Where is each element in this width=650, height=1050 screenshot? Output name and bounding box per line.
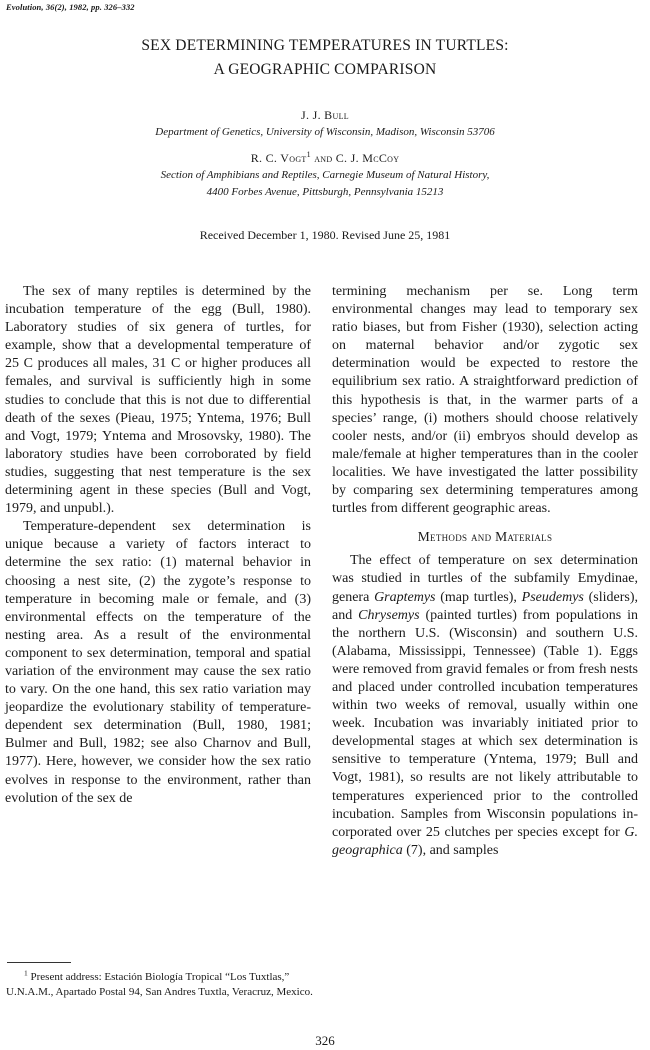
text-run: (painted turtles) from populations in the northern U.S. (Wisconsin) and southern U.S. (Alabama, Mississippi, Tennessee) (Table 1). Eggs were removed from gravid females or from fresh nests and placed under controlled incubation temperatures within two weeks of removal, usually within one week. Incubation was invariably initiated prior to developmental stages at which sex determination is sensitive to temperature (Yntema, 1979; Bull and Vogt, 1981), so results are not likely attributable to temperatures experienced prior to the controlled incubation. Samples from Wisconsin populations incorporated over 25 clutches per species except for bbox=[332, 607, 639, 840]
author-vogt: R. C. Vogt bbox=[250, 151, 307, 165]
affiliation-wisconsin: Department of Genetics, University of Wisconsin, Madison, Wisconsin 53706 bbox=[155, 126, 495, 138]
received-dates: Received December 1, 1980. Revised June 25, 1981 bbox=[199, 228, 451, 242]
author-mccoy: and C. J. McCoy bbox=[310, 151, 400, 165]
body-paragraph: The sex of many reptiles is determined by the incubation temperature of the egg (Bull, 1980). Laboratory studies of six genera of turtles, for example, show that a developmental temperature of 25 C produces all males, 31 C or higher produces all females, and survival is sufficiently high in some studies to conclude that this is not due to differential death of the sexes (Pieau, 1975; Yntema, 1976; Bull and Vogt, 1979; Yntema and Mrosovsky, 1980). The laboratory studies have been corroborated by field studies, suggesting that nest temperature is the sex determining agent in these species (Bull and Vogt, 1979, and unpubl.). bbox=[5, 284, 311, 517]
affiliation-carnegie-line-1: Section of Amphibians and Reptiles, Carnegie Museum of Natural History, bbox=[160, 169, 490, 181]
right-column bbox=[332, 283, 638, 860]
text-run: The effect of temperature on sex determination was studied in turtles of the subfamily Emydinae, genera bbox=[332, 553, 638, 605]
body-paragraph-methods bbox=[332, 552, 638, 860]
article-title-line-2: A GEOGRAPHIC COMPARISON bbox=[213, 61, 437, 78]
left-column bbox=[5, 283, 311, 808]
affiliation-carnegie-line-2: 4400 Forbes Avenue, Pittsburgh, Pennsylvania 15213 bbox=[206, 186, 444, 198]
authors-vogt-mccoy bbox=[0, 151, 650, 166]
section-heading-methods: Methods and Materials bbox=[417, 529, 553, 545]
genus-chrysemys: Chrysemys bbox=[358, 607, 420, 623]
author-bull: J. J. Bull bbox=[301, 108, 349, 122]
author-footnote-marker: 1 bbox=[306, 150, 311, 159]
page-number: 326 bbox=[315, 1033, 335, 1048]
text-run: (sliders), and bbox=[332, 589, 638, 623]
genus-pseudemys: Pseudemys bbox=[521, 589, 584, 605]
species-g-geographica: G. geographica bbox=[332, 824, 638, 858]
footnote-marker: 1 bbox=[24, 968, 28, 978]
footnote-divider bbox=[7, 962, 71, 963]
journal-citation: Evolution, 36(2), 1982, pp. 326–332 bbox=[6, 2, 135, 12]
body-paragraph: termining mechanism per se. Long term environmental changes may lead to temporary sex ratio biases, but from Fisher (1930), selection acting on maternal behavior and/or zygotic sex determination would be expected to restore the equilibrium sex ratio. A straightforward prediction of this hypothesis is that, in the warmer parts of a species’ range, (i) mothers should choose relatively cooler nests, and/or (ii) embryos should develop as male/​female at higher temperatures than in the cooler localities. We have investigated the latter possibility by comparing sex determining temperatures among turtles from different geographic areas. bbox=[332, 284, 638, 517]
body-paragraph: Temperature-dependent sex determination is unique because a variety of factors interact to determine the sex ratio: (1) maternal behavior in choosing a nest site, (2) the zygote’s response to temperature in becoming male or female, and (3) environmental effects on the temperature of the nesting area. As a result of the environmental component to sex determination, temporal and spatial variation of the environment may cause the sex ratio to vary. On the one hand, this sex ratio variation may jeopardize the evolutionary stability of temperature-dependent sex determination (Bull, 1980, 1981; Bulmer and Bull, 1982; see also Charnov and Bull, 1977). Here, however, we consider how the sex ratio evolves in response to the environment, rather than evolution of the sex de bbox=[5, 519, 311, 806]
footnote-text: Present address: Estación Biología Tropical “Los Tuxtlas,” U.N.A.M., Apartado Postal 94, San Andres Tuxtla, Veracruz, Mexico. bbox=[6, 971, 313, 998]
article-title-line-1: SEX DETERMINING TEMPERATURES IN TURTLES: bbox=[141, 37, 509, 54]
footnote bbox=[6, 970, 318, 1000]
text-run: (7), and samples bbox=[402, 842, 499, 858]
genus-graptemys: Graptemys bbox=[374, 589, 436, 605]
text-run: (map turtles), bbox=[435, 589, 522, 605]
